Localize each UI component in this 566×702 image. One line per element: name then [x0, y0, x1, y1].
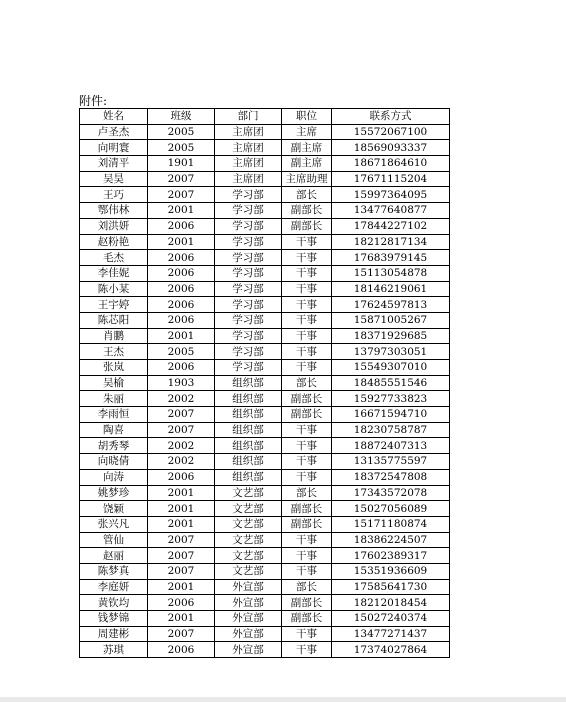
cell-class: 2007 [148, 626, 215, 642]
table-row [80, 156, 450, 172]
table-row [80, 250, 450, 266]
cell-class: 2001 [148, 203, 215, 219]
cell-department: 学习部 [215, 360, 282, 376]
cell-class: 2006 [148, 595, 215, 611]
cell-contact: 17624597813 [332, 297, 450, 313]
table-row [80, 642, 450, 658]
cell-department: 学习部 [215, 203, 282, 219]
cell-department: 外宣部 [215, 642, 282, 658]
cell-department: 外宣部 [215, 626, 282, 642]
cell-department: 文艺部 [215, 563, 282, 579]
cell-class: 2001 [148, 579, 215, 595]
cell-department: 学习部 [215, 234, 282, 250]
cell-name: 肖鹏 [80, 328, 148, 344]
cell-contact: 17602389317 [332, 548, 450, 564]
cell-position: 副部长 [282, 595, 332, 611]
cell-class: 2002 [148, 454, 215, 470]
cell-class: 1901 [148, 156, 215, 172]
cell-department: 主席团 [215, 124, 282, 140]
cell-position: 干事 [282, 265, 332, 281]
cell-department: 学习部 [215, 344, 282, 360]
table-row [80, 485, 450, 501]
cell-name: 黄钦均 [80, 595, 148, 611]
cell-department: 主席团 [215, 140, 282, 156]
cell-department: 文艺部 [215, 485, 282, 501]
cell-contact: 13477271437 [332, 626, 450, 642]
cell-position: 主席 [282, 124, 332, 140]
cell-contact: 18212817134 [332, 234, 450, 250]
cell-department: 文艺部 [215, 548, 282, 564]
cell-position: 干事 [282, 642, 332, 658]
cell-class: 2002 [148, 438, 215, 454]
cell-class: 2002 [148, 391, 215, 407]
cell-contact: 15113054878 [332, 265, 450, 281]
cell-department: 组织部 [215, 422, 282, 438]
table-row [80, 454, 450, 470]
cell-contact: 17585641730 [332, 579, 450, 595]
header-class: 班级 [148, 109, 215, 125]
cell-class: 2007 [148, 563, 215, 579]
cell-name: 钱梦锦 [80, 611, 148, 627]
cell-department: 学习部 [215, 187, 282, 203]
cell-department: 外宣部 [215, 579, 282, 595]
cell-department: 组织部 [215, 454, 282, 470]
table-row [80, 611, 450, 627]
cell-name: 鄂伟林 [80, 203, 148, 219]
cell-department: 文艺部 [215, 501, 282, 517]
cell-position: 副部长 [282, 407, 332, 423]
table-row [80, 203, 450, 219]
cell-position: 副主席 [282, 156, 332, 172]
table-row [80, 595, 450, 611]
cell-name: 饶颖 [80, 501, 148, 517]
cell-department: 外宣部 [215, 595, 282, 611]
table-row [80, 124, 450, 140]
cell-position: 干事 [282, 250, 332, 266]
cell-name: 赵粉艳 [80, 234, 148, 250]
cell-contact: 16671594710 [332, 407, 450, 423]
cell-contact: 17844227102 [332, 218, 450, 234]
cell-contact: 13477640877 [332, 203, 450, 219]
attachment-label: 附件: [79, 94, 108, 108]
cell-class: 2006 [148, 265, 215, 281]
table-row [80, 563, 450, 579]
cell-department: 学习部 [215, 218, 282, 234]
table-row [80, 579, 450, 595]
cell-class: 2007 [148, 548, 215, 564]
cell-class: 1903 [148, 375, 215, 391]
cell-department: 组织部 [215, 469, 282, 485]
cell-contact: 18671864610 [332, 156, 450, 172]
cell-department: 学习部 [215, 281, 282, 297]
cell-contact: 18371929685 [332, 328, 450, 344]
table-row [80, 548, 450, 564]
cell-contact: 15027240374 [332, 611, 450, 627]
cell-name: 陈芯阳 [80, 312, 148, 328]
cell-contact: 15997364095 [332, 187, 450, 203]
table-row [80, 360, 450, 376]
cell-name: 毛杰 [80, 250, 148, 266]
cell-position: 副部长 [282, 501, 332, 517]
cell-name: 向涛 [80, 469, 148, 485]
cell-department: 组织部 [215, 438, 282, 454]
cell-name: 向晓倩 [80, 454, 148, 470]
table-row [80, 375, 450, 391]
table-row [80, 422, 450, 438]
cell-name: 王巧 [80, 187, 148, 203]
cell-name: 陶喜 [80, 422, 148, 438]
cell-class: 2001 [148, 501, 215, 517]
cell-name: 陈梦真 [80, 563, 148, 579]
cell-department: 文艺部 [215, 516, 282, 532]
cell-contact: 15549307010 [332, 360, 450, 376]
cell-position: 干事 [282, 438, 332, 454]
table-row [80, 391, 450, 407]
header-department: 部门 [215, 109, 282, 125]
cell-contact: 15171180874 [332, 516, 450, 532]
cell-class: 2006 [148, 642, 215, 658]
table-row [80, 501, 450, 517]
cell-department: 学习部 [215, 328, 282, 344]
cell-name: 苏琪 [80, 642, 148, 658]
cell-position: 干事 [282, 454, 332, 470]
header-contact: 联系方式 [332, 109, 450, 125]
cell-contact: 18569093337 [332, 140, 450, 156]
cell-position: 副主席 [282, 140, 332, 156]
cell-class: 2007 [148, 171, 215, 187]
cell-name: 吴昊 [80, 171, 148, 187]
cell-department: 组织部 [215, 391, 282, 407]
cell-position: 干事 [282, 532, 332, 548]
cell-position: 干事 [282, 422, 332, 438]
table-row [80, 469, 450, 485]
cell-position: 干事 [282, 548, 332, 564]
cell-position: 干事 [282, 360, 332, 376]
cell-position: 干事 [282, 344, 332, 360]
cell-name: 周建彬 [80, 626, 148, 642]
cell-class: 2006 [148, 297, 215, 313]
cell-name: 王宇婷 [80, 297, 148, 313]
header-position: 职位 [282, 109, 332, 125]
page-bottom-edge [0, 697, 566, 702]
table-row [80, 187, 450, 203]
table-row [80, 626, 450, 642]
cell-department: 组织部 [215, 375, 282, 391]
cell-position: 主席助理 [282, 171, 332, 187]
cell-class: 2001 [148, 328, 215, 344]
cell-class: 2007 [148, 422, 215, 438]
cell-position: 副部长 [282, 516, 332, 532]
cell-class: 2006 [148, 469, 215, 485]
cell-name: 管仙 [80, 532, 148, 548]
cell-class: 2001 [148, 485, 215, 501]
cell-position: 部长 [282, 485, 332, 501]
cell-class: 2006 [148, 281, 215, 297]
cell-class: 2006 [148, 218, 215, 234]
table-row [80, 234, 450, 250]
cell-class: 2001 [148, 234, 215, 250]
cell-position: 副部长 [282, 218, 332, 234]
cell-name: 王杰 [80, 344, 148, 360]
cell-name: 张兴凡 [80, 516, 148, 532]
cell-class: 2006 [148, 250, 215, 266]
table-row [80, 328, 450, 344]
cell-class: 2001 [148, 516, 215, 532]
table-row [80, 438, 450, 454]
cell-contact: 15871005267 [332, 312, 450, 328]
cell-contact: 18372547808 [332, 469, 450, 485]
table-header-row [80, 109, 450, 125]
table-row [80, 218, 450, 234]
cell-name: 李雨恒 [80, 407, 148, 423]
cell-class: 2005 [148, 124, 215, 140]
cell-position: 干事 [282, 563, 332, 579]
cell-contact: 17683979145 [332, 250, 450, 266]
cell-contact: 17343572078 [332, 485, 450, 501]
cell-department: 外宣部 [215, 611, 282, 627]
cell-position: 副部长 [282, 611, 332, 627]
cell-position: 干事 [282, 469, 332, 485]
cell-name: 赵丽 [80, 548, 148, 564]
cell-contact: 18386224507 [332, 532, 450, 548]
cell-name: 胡秀琴 [80, 438, 148, 454]
cell-department: 组织部 [215, 407, 282, 423]
cell-class: 2005 [148, 344, 215, 360]
cell-class: 2006 [148, 360, 215, 376]
cell-department: 文艺部 [215, 532, 282, 548]
cell-contact: 17671115204 [332, 171, 450, 187]
cell-contact: 18872407313 [332, 438, 450, 454]
cell-position: 干事 [282, 297, 332, 313]
cell-name: 向明寰 [80, 140, 148, 156]
cell-position: 部长 [282, 579, 332, 595]
cell-contact: 13135775597 [332, 454, 450, 470]
table-row [80, 265, 450, 281]
cell-contact: 18230758787 [332, 422, 450, 438]
table-row [80, 344, 450, 360]
cell-department: 主席团 [215, 171, 282, 187]
cell-position: 干事 [282, 312, 332, 328]
cell-class: 2007 [148, 187, 215, 203]
cell-position: 副部长 [282, 203, 332, 219]
cell-position: 部长 [282, 187, 332, 203]
cell-class: 2006 [148, 312, 215, 328]
cell-department: 学习部 [215, 297, 282, 313]
cell-contact: 18212018454 [332, 595, 450, 611]
cell-name: 刘清平 [80, 156, 148, 172]
table-row [80, 516, 450, 532]
table-body [80, 124, 450, 657]
table-row [80, 281, 450, 297]
cell-name: 李佳妮 [80, 265, 148, 281]
cell-position: 干事 [282, 281, 332, 297]
header-name: 姓名 [80, 109, 148, 125]
table-row [80, 312, 450, 328]
cell-department: 学习部 [215, 312, 282, 328]
cell-contact: 18485551546 [332, 375, 450, 391]
cell-class: 2001 [148, 611, 215, 627]
cell-contact: 15351936609 [332, 563, 450, 579]
cell-contact: 17374027864 [332, 642, 450, 658]
cell-department: 主席团 [215, 156, 282, 172]
cell-class: 2007 [148, 532, 215, 548]
cell-name: 姚梦珍 [80, 485, 148, 501]
table-row [80, 140, 450, 156]
cell-contact: 15572067100 [332, 124, 450, 140]
cell-department: 学习部 [215, 265, 282, 281]
cell-name: 朱丽 [80, 391, 148, 407]
table-row [80, 297, 450, 313]
cell-position: 干事 [282, 234, 332, 250]
table-row [80, 171, 450, 187]
cell-name: 刘洪妍 [80, 218, 148, 234]
cell-name: 李庭妍 [80, 579, 148, 595]
cell-position: 部长 [282, 375, 332, 391]
cell-name: 张岚 [80, 360, 148, 376]
cell-class: 2005 [148, 140, 215, 156]
cell-name: 吴榆 [80, 375, 148, 391]
cell-contact: 18146219061 [332, 281, 450, 297]
cell-contact: 15027056089 [332, 501, 450, 517]
cell-department: 学习部 [215, 250, 282, 266]
table-row [80, 532, 450, 548]
member-table [79, 108, 450, 658]
cell-position: 干事 [282, 626, 332, 642]
cell-position: 副部长 [282, 391, 332, 407]
cell-contact: 15927733823 [332, 391, 450, 407]
table-row [80, 407, 450, 423]
cell-contact: 13797303051 [332, 344, 450, 360]
cell-name: 陈小某 [80, 281, 148, 297]
cell-name: 卢圣杰 [80, 124, 148, 140]
cell-position: 干事 [282, 328, 332, 344]
cell-class: 2007 [148, 407, 215, 423]
